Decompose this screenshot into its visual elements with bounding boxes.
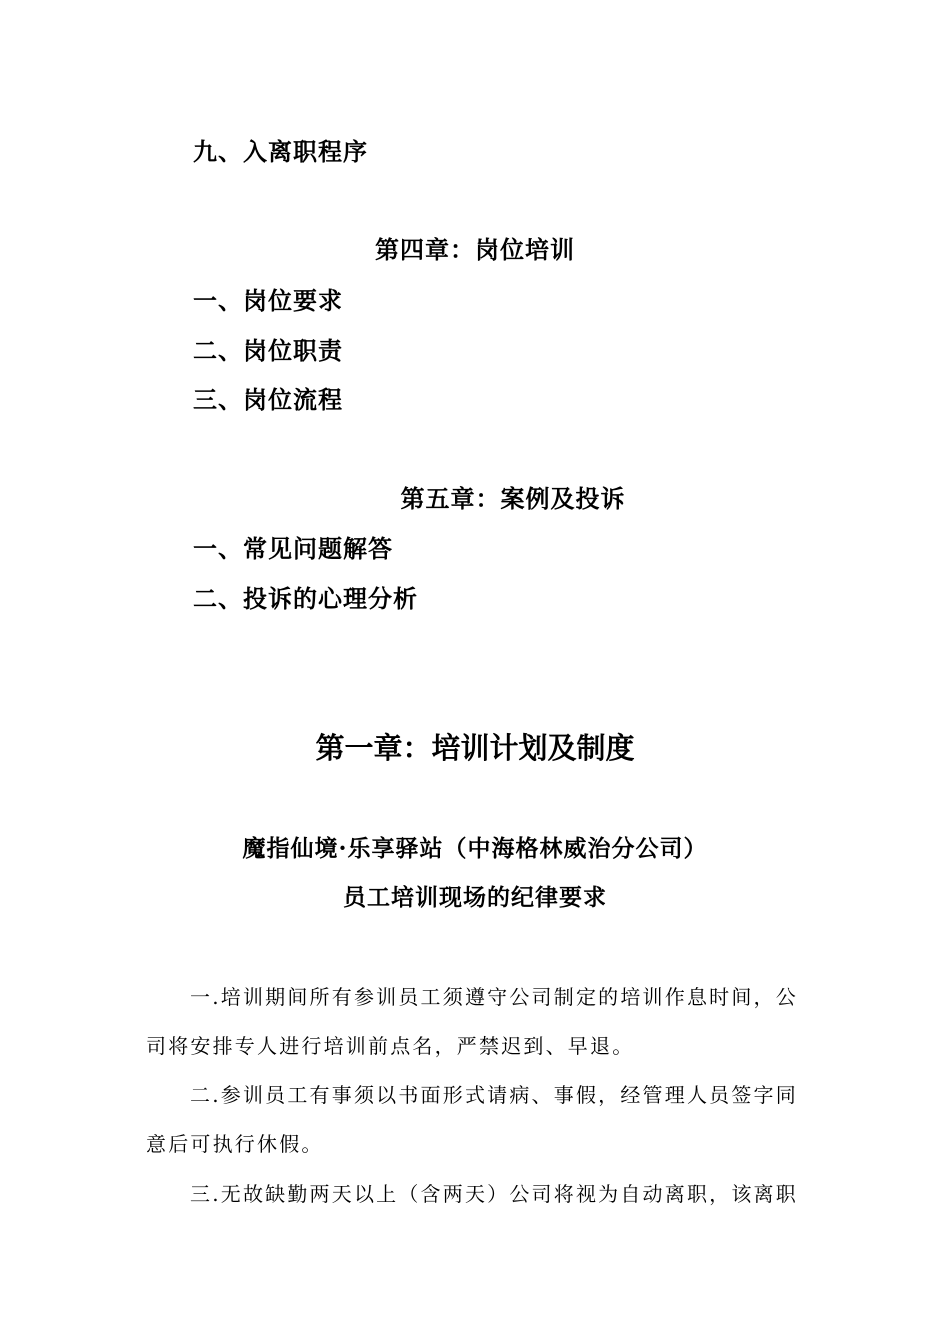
section-title: 员工培训现场的纪律要求 [343,884,607,911]
rule-2-line-1: 二.参训员工有事须以书面形式请病、事假，经管理人员签字同 [190,1083,798,1107]
toc-item-position-duties: 二、岗位职责 [193,336,343,365]
toc-chapter5-heading: 第五章：案例及投诉 [400,484,626,513]
rule-2-line-2: 意后可执行休假。 [146,1132,324,1156]
toc-item-entry-exit-procedure: 九、入离职程序 [193,137,368,166]
toc-item-faq: 一、常见问题解答 [193,534,393,563]
rule-1-line-2: 司将安排专人进行培训前点名，严禁迟到、早退。 [146,1034,635,1058]
rule-3-line-1: 三.无故缺勤两天以上（含两天）公司将视为自动离职，该离职 [190,1182,798,1206]
chapter1-title: 第一章：培训计划及制度 [315,731,635,765]
company-name: 魔指仙境·乐享驿站（中海格林威治分公司） [242,835,708,862]
toc-item-position-requirements: 一、岗位要求 [193,286,343,315]
toc-item-position-process: 三、岗位流程 [193,385,343,414]
rule-1-line-1: 一.培训期间所有参训员工须遵守公司制定的培训作息时间，公 [190,985,798,1009]
toc-chapter4-heading: 第四章：岗位培训 [375,235,575,264]
toc-item-complaint-psychology: 二、投诉的心理分析 [193,584,418,613]
